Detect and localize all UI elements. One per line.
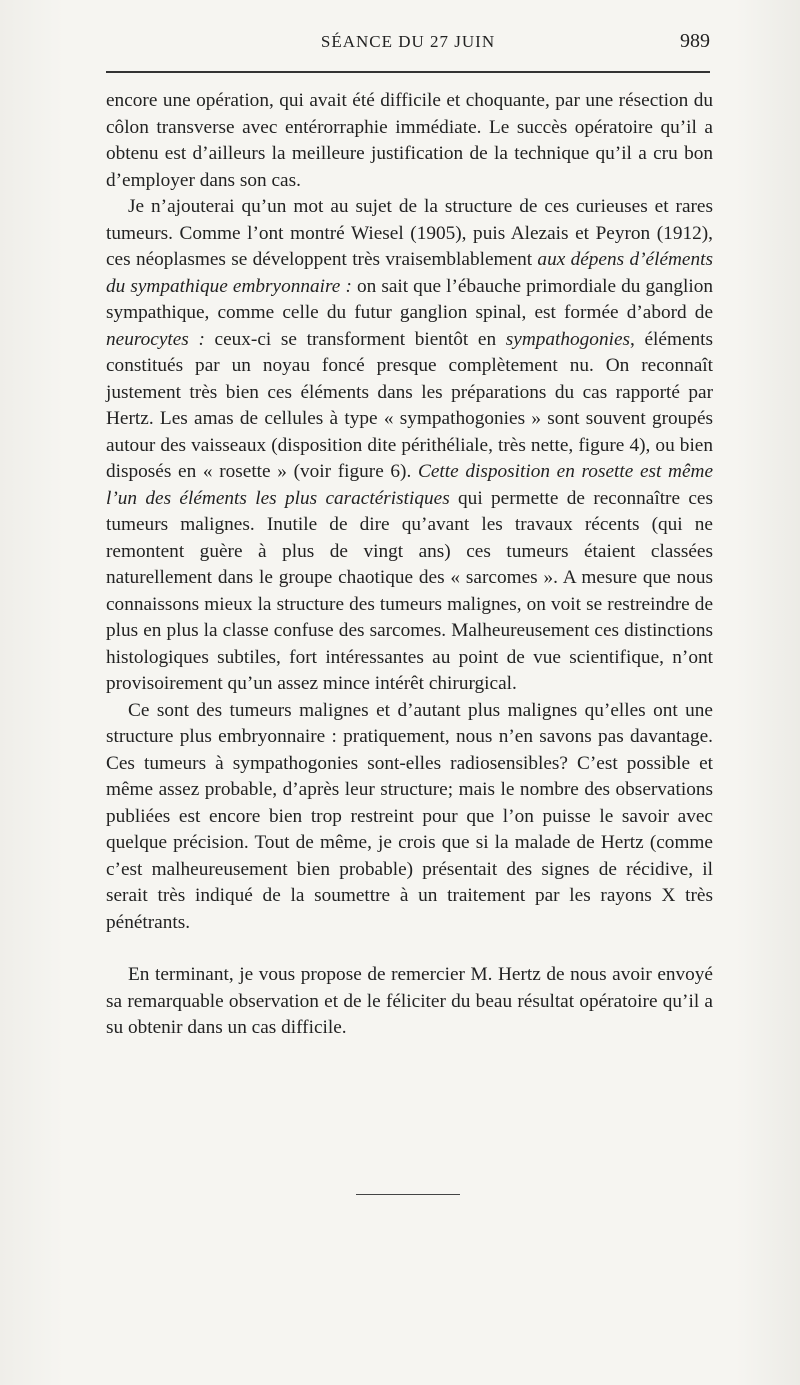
text-segment: encore une opération, qui avait été difficile et choquante, par une résection du côlon transverse avec entérorraphie immédiate. Le succès opératoire qu’il a obtenu est d’ailleurs la meilleure justification de la technique qu’il a cru bon d’employer dans son cas. [106,90,713,191]
closing-rule [356,1194,460,1195]
text-segment: , éléments constitués par un noyau foncé presque complètement nu. On reconnaît justement très bien ces éléments dans les préparations du cas rapporté par Hertz. Les amas de cellules à type « sympathogonies » sont souvent groupés autour des vaisseaux (disposition dite périthéliale, très nette, figure 4), ou bien disposés en « rosette » (voir figure 6). [106,328,714,482]
paragraph-1 [106,88,713,194]
text-segment: on sait que l’ébauche primordiale du ganglion sympathique, comme celle du futur ganglion spinal, est formée d’abord de [106,275,713,323]
italic-segment: sympathogonies [505,328,631,350]
header-rule [106,71,710,73]
text-segment: ceux-ci se transforment bientôt en [204,328,506,350]
text-segment: qui permette de reconnaître ces tumeurs malignes. Inutile de dire qu’avant les travaux récents (qui ne remontent guère à plus de vingt ans) ces tumeurs étaient classées naturellement dans le groupe chaotique des « sarcomes ». A mesure que nous connaissons mieux la structure des tumeurs malignes, on voit se restreindre de plus en plus la classe confuse des sarcomes. Malheureusement ces distinctions histologiques subtiles, fort intéressantes au point de vue scientifique, n’ont provisoirement qu’un assez mince intérêt chirurgical. [106,487,713,694]
italic-segment: Cette disposition en rosette est même l’un des éléments les plus caractéristiques [106,461,713,509]
italic-segment: neurocytes : [106,328,205,350]
paragraph-4 [106,962,713,1042]
text-segment: Je n’ajouterai qu’un mot au sujet de la structure de ces curieuses et rares tumeurs. Comme l’ont montré Wiesel (1905), puis Alezais et Peyron (1912), ces néoplasmes se développent très vraisemblablement [106,196,713,270]
running-title: SÉANCE DU 27 JUIN [320,32,496,51]
text-segment: En terminant, je vous propose de remercier M. Hertz de nous avoir envoyé sa remarquable observation et de le féliciter du beau résultat opératoire qu’il a su obtenir dans un cas difficile. [106,964,713,1038]
page-number: 989 [680,30,710,52]
running-header [106,26,710,60]
body-text [106,88,713,1042]
italic-segment: aux dépens d’éléments du sympathique embryonnaire : [106,249,713,297]
paragraph-3 [106,698,713,937]
paragraph-2 [106,194,713,698]
text-segment: Ce sont des tumeurs malignes et d’autant plus malignes qu’elles ont une structure plus embryonnaire : pratiquement, nous n’en savons pas davantage. Ces tumeurs à sympathogonies sont-elles radiosensibles? C’est possible et même assez probable, d’après leur structure; mais le nombre des observations publiées est encore bien trop restreint pour que l’on puisse le savoir avec quelque précision. Tout de même, je crois que si la malade de Hertz (comme c’est malheureusement bien probable) présentait des signes de récidive, il serait très indiqué de la soumettre à un traitement par les rayons X très pénétrants. [106,699,713,933]
